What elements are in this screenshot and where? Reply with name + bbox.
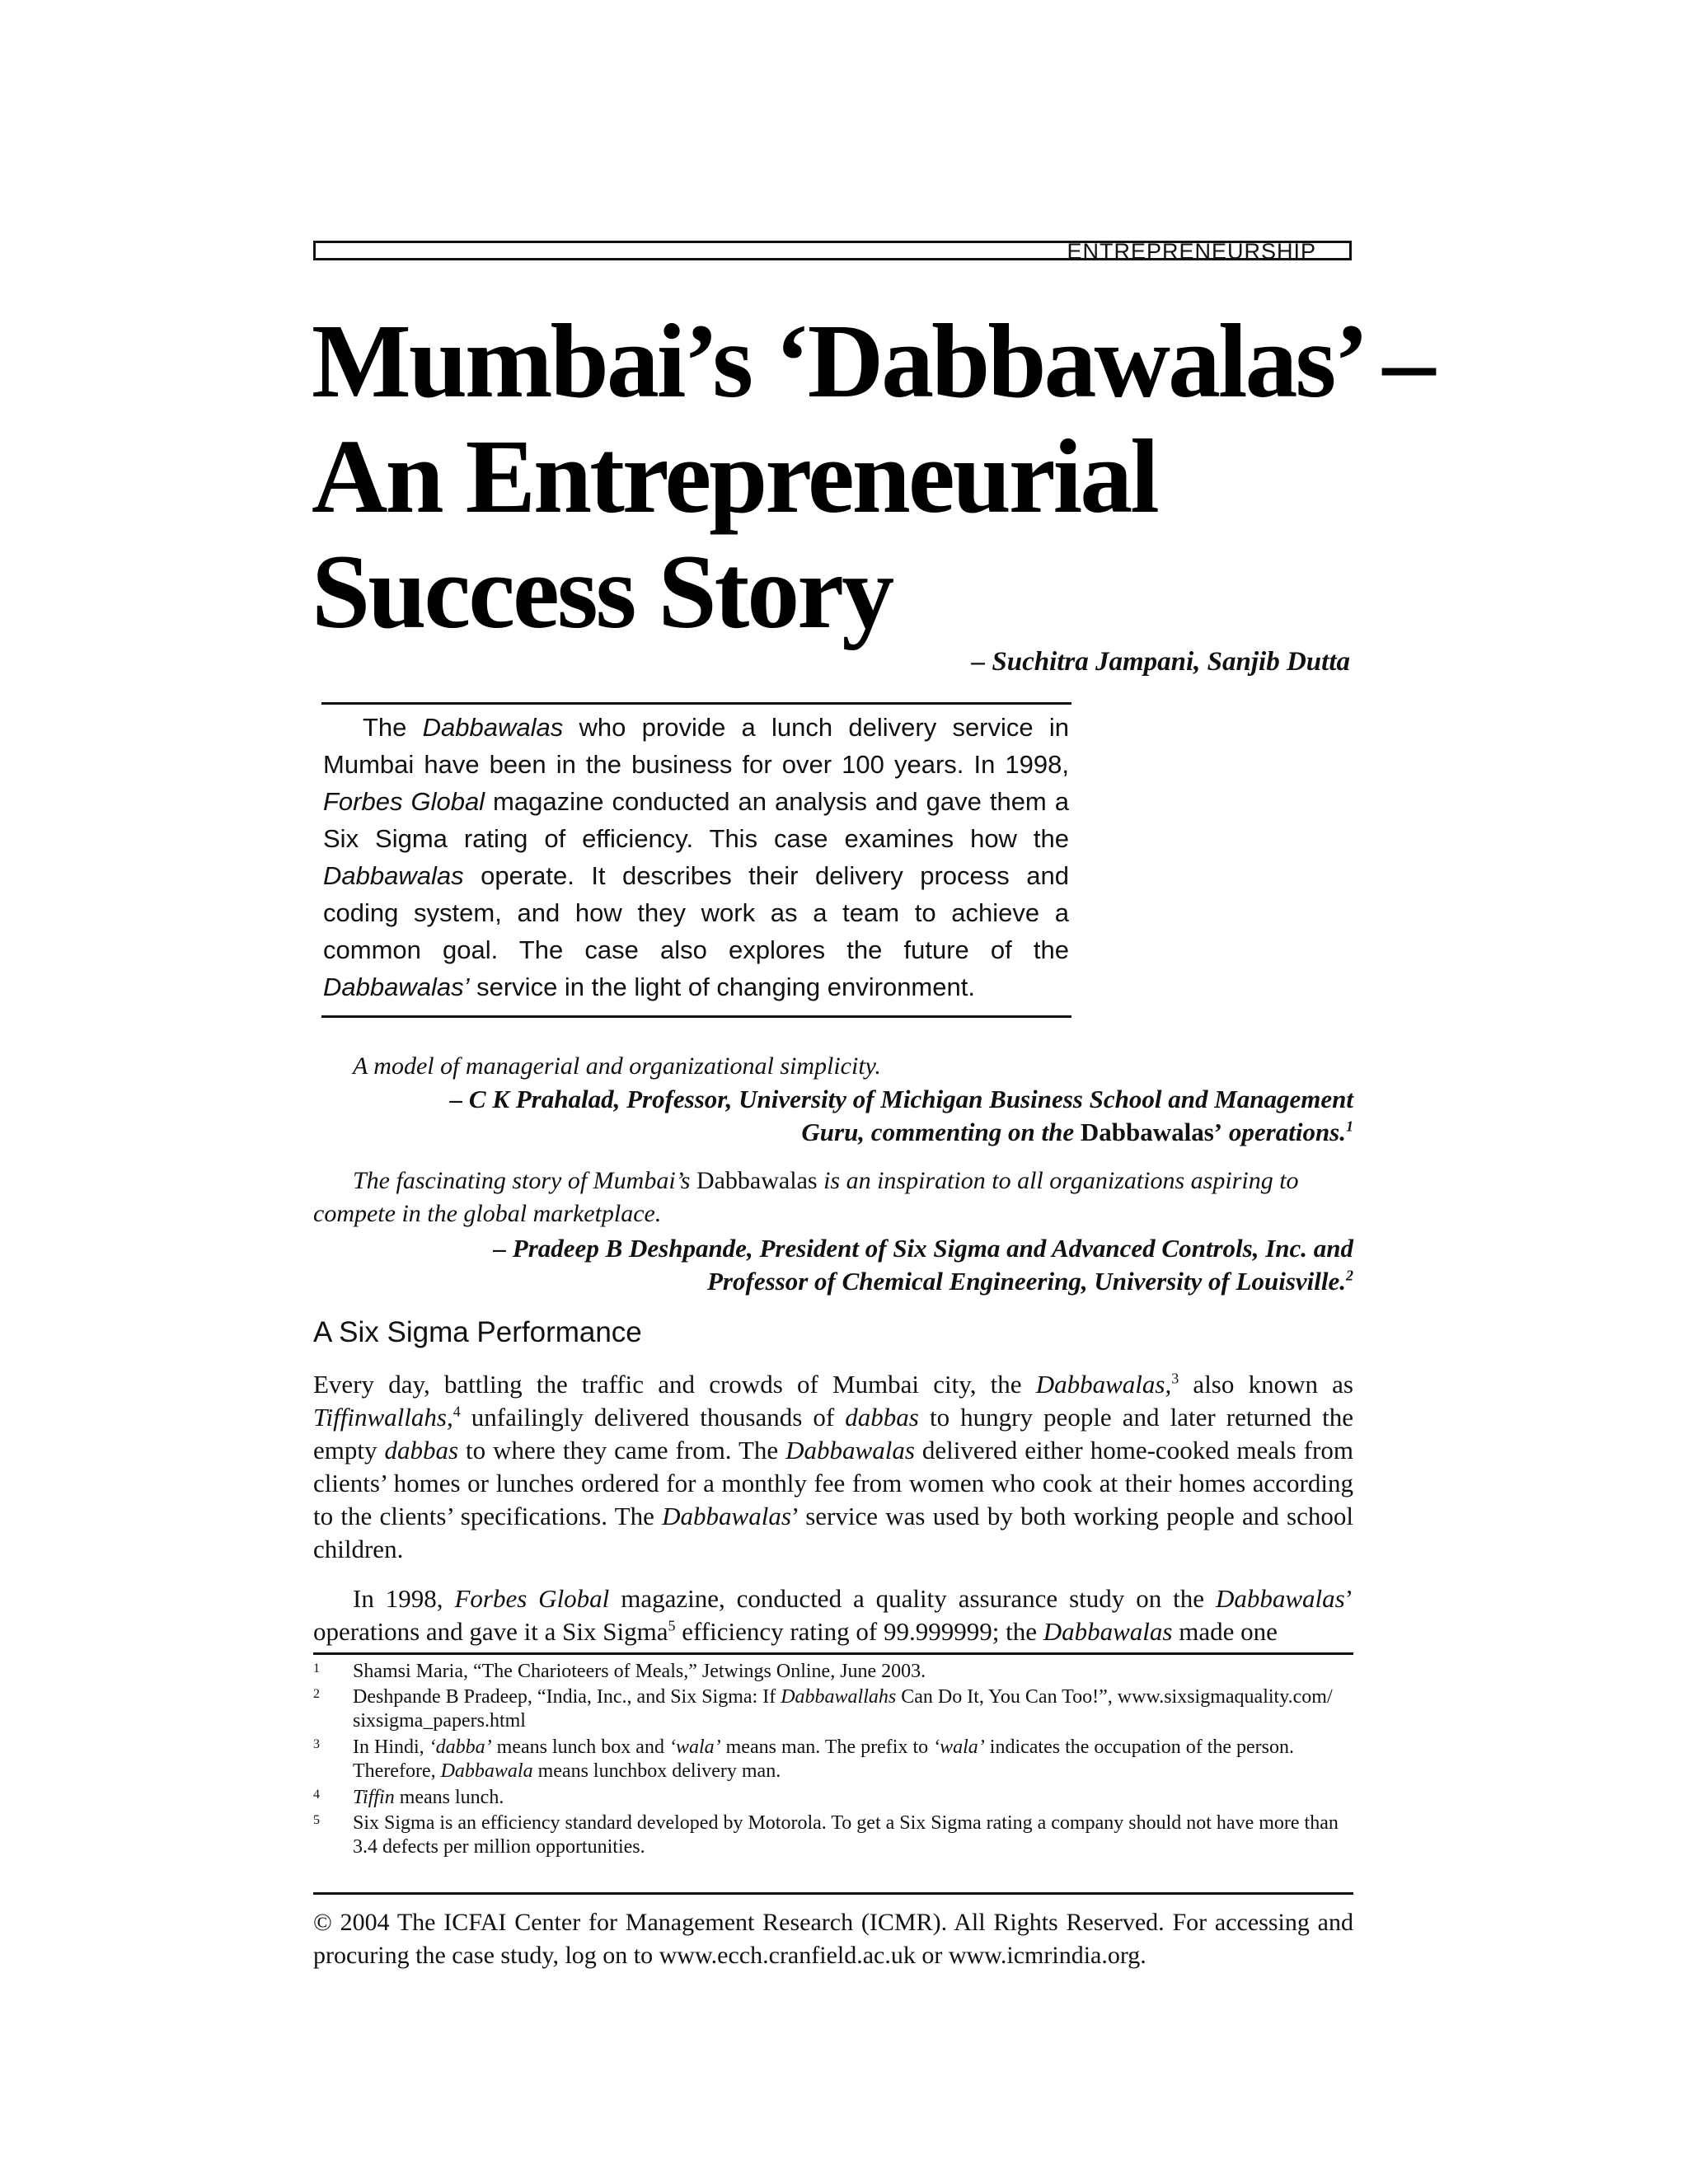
document-title xyxy=(312,302,1433,650)
footnote-text: Shamsi Maria, “The Charioteers of Meals,” Jetwings Online, June 2003. xyxy=(353,1661,926,1682)
footnote-rule xyxy=(313,1652,1353,1655)
text-fragment: delivered either home-cooked meals from clients’ homes or lunches ordered for a monthly fee from women who cook at their homes according to the clients’ specifications. The xyxy=(313,1436,1353,1530)
footnote-fragment: Dabbawallahs xyxy=(781,1686,897,1708)
footnote-ref: 3 xyxy=(1171,1370,1179,1387)
footnote-3 xyxy=(313,1736,1353,1783)
title-line-3: Success Story xyxy=(312,533,893,650)
footnote-5 xyxy=(313,1811,1353,1859)
epigraph-quote-2 xyxy=(313,1165,1353,1230)
author-byline: – Suchitra Jampani, Sanjib Dutta xyxy=(971,647,1350,677)
quote-fragment: is an inspiration to all organizations aspiring to compete in the global marketplace. xyxy=(313,1167,1299,1227)
footnote-fragment: means man. The prefix to xyxy=(720,1736,934,1758)
abstract-fragment: service in the light of changing environment. xyxy=(469,972,975,1001)
text-fragment: dabbas xyxy=(845,1403,919,1432)
attribution-fragment: Guru, commenting on the xyxy=(801,1118,1081,1146)
footnote-fragment: means lunch. xyxy=(394,1787,504,1808)
footnote-fragment: In Hindi, xyxy=(353,1736,429,1758)
footnote-ref: 2 xyxy=(1346,1267,1353,1284)
abstract-fragment: Dabbawalas’ xyxy=(323,972,470,1001)
copyright-notice: © 2004 The ICFAI Center for Management Research (ICMR). All Rights Reserved. For accessing and procuring the case study, log on to www.ecch.cranfield.ac.uk or www.icmrindia.org. xyxy=(313,1909,1353,1969)
footnote-number: 3 xyxy=(313,1737,320,1751)
footnote-text xyxy=(353,1786,1353,1810)
footnote-number: 1 xyxy=(313,1661,320,1675)
text-fragment: to hungry people and later returned the empty xyxy=(313,1403,1353,1465)
section-label: ENTREPRENEURSHIP xyxy=(1067,239,1316,264)
footnote-fragment: ‘wala’ xyxy=(933,1736,985,1758)
footnote-ref: 1 xyxy=(1346,1118,1353,1135)
footnote-fragment: means lunchbox delivery man. xyxy=(532,1760,781,1782)
footnote-1 xyxy=(313,1660,1353,1684)
abstract-fragment: Dabbawalas xyxy=(323,861,464,890)
text-fragment: to where they came from. The xyxy=(458,1436,786,1465)
abstract-text xyxy=(323,709,1069,1005)
attribution-line: – Pradeep B Deshpande, President of Six Sigma and Advanced Controls, Inc. and xyxy=(493,1234,1353,1263)
abstract-fragment: who provide a lunch delivery service in Mumbai have been in the business for over 100 years. In 1998, xyxy=(323,713,1070,779)
attribution-fragment: Dabbawalas’ xyxy=(1080,1118,1223,1146)
abstract-fragment: Dabbawalas xyxy=(422,713,564,742)
footnote-fragment: ‘dabba’ xyxy=(429,1736,492,1758)
text-fragment: also known as xyxy=(1179,1370,1353,1399)
text-fragment: Dabbawalas xyxy=(1043,1617,1173,1646)
footnote-fragment: indicates the occupation of the person. Therefore, xyxy=(353,1736,1294,1782)
text-fragment: unfailingly delivered thousands of xyxy=(460,1403,846,1432)
quote-fragment: The fascinating story of Mumbai’s xyxy=(353,1167,696,1194)
footnote-number: 4 xyxy=(313,1788,320,1802)
abstract-fragment: Forbes Global xyxy=(323,787,485,816)
text-fragment: Dabbawalas, xyxy=(1035,1370,1172,1399)
quote-fragment: Dabbawalas xyxy=(696,1167,818,1194)
epigraph-quote-1 xyxy=(313,1050,1353,1083)
attribution-line xyxy=(313,1265,1353,1298)
attribution-fragment: operations. xyxy=(1222,1118,1346,1146)
text-fragment: Forbes Global xyxy=(454,1584,610,1613)
abstract-bottom-rule xyxy=(321,1015,1071,1018)
quote-text: A model of managerial and organizational simplicity. xyxy=(353,1052,881,1080)
section-heading: A Six Sigma Performance xyxy=(313,1316,642,1348)
epigraph-attribution-2 xyxy=(313,1232,1353,1298)
footnote-fragment: means lunch box and xyxy=(491,1736,669,1758)
title-line-1: Mumbai’s ‘Dabbawalas’ – xyxy=(312,302,1433,419)
footnote-text xyxy=(353,1685,1353,1733)
abstract-fragment: operate. It describes their delivery process and coding system, and how they work as a team to achieve a common goal. The case also explores the future of the xyxy=(323,861,1069,964)
text-fragment: magazine, conducted a quality assurance study on the xyxy=(609,1584,1216,1613)
section-header-bar xyxy=(313,239,1352,264)
attribution-line xyxy=(313,1116,1353,1149)
body-paragraph-2 xyxy=(313,1582,1353,1648)
attribution-fragment: Professor of Chemical Engineering, University of Louisville. xyxy=(707,1267,1346,1296)
footnote-fragment: Dabbawala xyxy=(440,1760,533,1782)
copyright-rule xyxy=(313,1892,1353,1895)
footnote-text: Six Sigma is an efficiency standard developed by Motorola. To get a Six Sigma rating a company should not have more than 3.4 defects per million opportunities. xyxy=(353,1812,1339,1858)
abstract-fragment: magazine conducted an analysis and gave them a Six Sigma rating of efficiency. This case examines how the xyxy=(323,787,1069,853)
text-fragment: efficiency rating of 99.999999; the xyxy=(675,1617,1043,1646)
title-line-2: An Entrepreneurial xyxy=(312,418,1157,535)
text-fragment: Every day, battling the traffic and crowds of Mumbai city, the xyxy=(313,1370,1036,1399)
footnote-fragment: ‘wala’ xyxy=(668,1736,721,1758)
footnote-fragment: Tiffin xyxy=(353,1787,395,1808)
footnote-number: 5 xyxy=(313,1813,320,1827)
footnote-4 xyxy=(313,1786,1353,1810)
footnote-fragment: Deshpande B Pradeep, “India, Inc., and Six Sigma: If xyxy=(353,1686,781,1708)
text-fragment: In 1998, xyxy=(353,1584,455,1613)
text-fragment: Dabbawalas xyxy=(1215,1584,1345,1613)
abstract-top-rule xyxy=(321,702,1071,705)
text-fragment: dabbas xyxy=(384,1436,459,1465)
text-fragment: ’ operations and gave it a Six Sigma xyxy=(313,1584,1354,1646)
text-fragment: made one xyxy=(1172,1617,1278,1646)
epigraph-attribution-1 xyxy=(313,1083,1353,1149)
abstract-fragment: The xyxy=(363,713,423,742)
text-fragment: ’ service was used by both working people and school children. xyxy=(313,1502,1353,1563)
footnote-2 xyxy=(313,1685,1353,1733)
text-fragment: Dabbawalas xyxy=(785,1436,915,1465)
footnote-number: 2 xyxy=(313,1687,320,1701)
footnote-ref: 4 xyxy=(452,1403,461,1420)
body-paragraph-1 xyxy=(313,1368,1353,1566)
footnote-fragment: Can Do It, You Can Too!”, www.sixsigmaquality.com/ sixsigma_papers.html xyxy=(353,1686,1333,1732)
footnote-text xyxy=(353,1736,1353,1783)
text-fragment: Tiffinwallahs, xyxy=(313,1403,453,1432)
footnote-ref: 5 xyxy=(668,1617,676,1634)
abstract xyxy=(323,709,1069,1005)
text-fragment: Dabbawalas xyxy=(662,1502,791,1530)
attribution-line: – C K Prahalad, Professor, University of Michigan Business School and Management xyxy=(449,1085,1353,1113)
